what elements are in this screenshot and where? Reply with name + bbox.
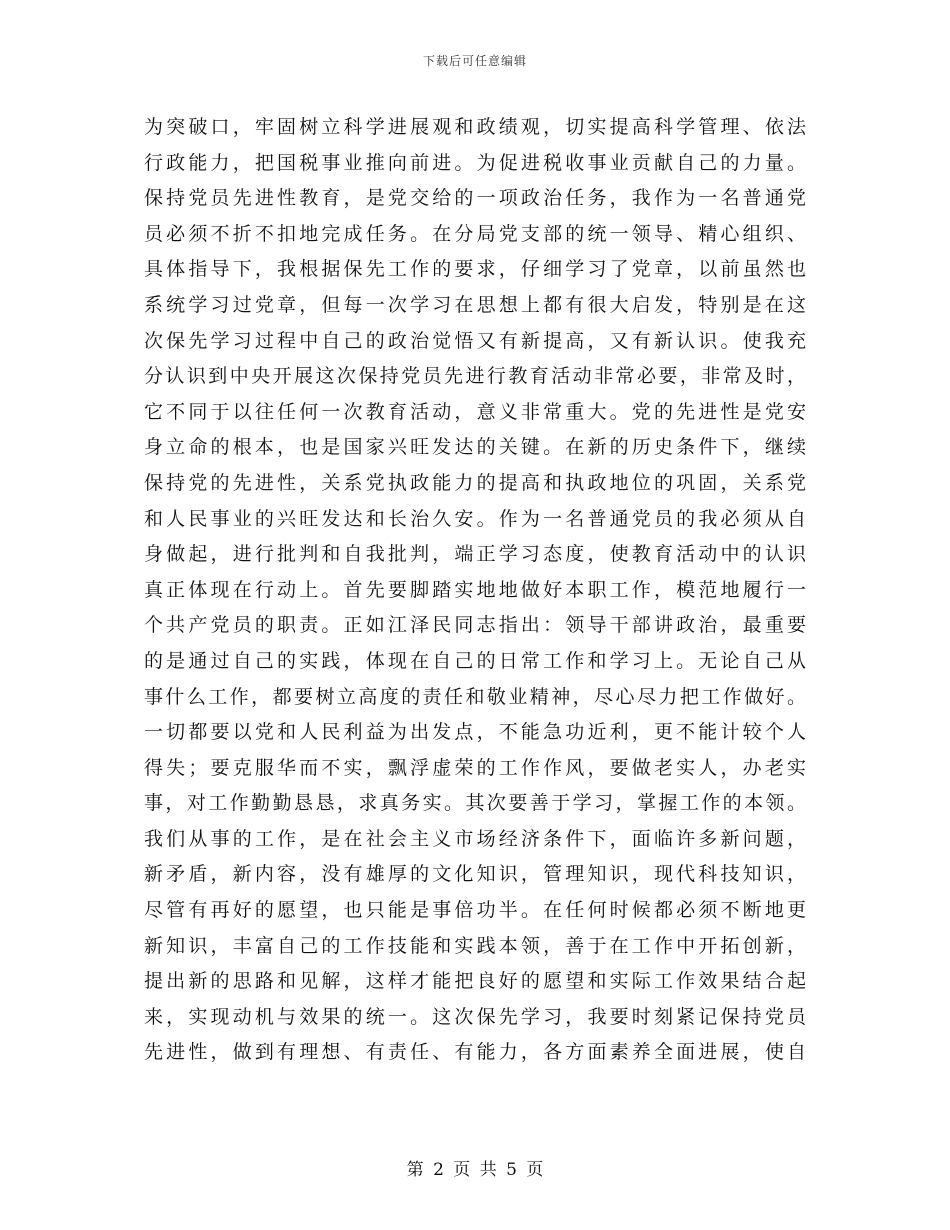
body-line: 一切都要以党和人民利益为出发点，不能急功近利，更不能计较个人 — [144, 721, 806, 744]
body-line: 保持党的先进性，关系党执政能力的提高和执政地位的巩固，关系党 — [144, 471, 806, 494]
body-line: 保持党员先进性教育，是党交给的一项政治任务，我作为一名普通党 — [144, 187, 806, 210]
body-line: 和人民事业的兴旺发达和长治久安。作为一名普通党员的我必须从自 — [144, 507, 806, 530]
body-line: 它不同于以往任何一次教育活动，意义非常重大。党的先进性是党安 — [144, 400, 806, 423]
body-line: 身做起，进行批判和自我批判，端正学习态度，使教育活动中的认识 — [144, 543, 806, 566]
body-line: 行政能力，把国税事业推向前进。为促进税收事业贡献自己的力量。 — [144, 151, 806, 174]
body-line: 来，实现动机与效果的统一。这次保先学习，我要时刻紧记保持党员 — [144, 1005, 806, 1028]
body-line: 得失；要克服华而不实，飘浮虚荣的工作作风，要做老实人，办老实 — [144, 756, 806, 779]
body-line: 身立命的根本，也是国家兴旺发达的关键。在新的历史条件下，继续 — [144, 436, 806, 459]
body-line: 系统学习过党章，但每一次学习在思想上都有很大启发，特别是在这 — [144, 293, 806, 316]
page-header: 下载后可任意编辑 — [422, 54, 527, 68]
body-line: 事，对工作勤勤恳恳，求真务实。其次要善于学习，掌握工作的本领。 — [144, 792, 806, 815]
body-line: 员必须不折不扣地完成任务。在分局党支部的统一领导、精心组织、 — [144, 222, 806, 245]
body-line: 为突破口，牢固树立科学进展观和政绩观，切实提高科学管理、依法 — [144, 116, 806, 138]
body-line: 提出新的思路和见解，这样才能把良好的愿望和实际工作效果结合起 — [144, 970, 806, 993]
body-line: 的是通过自己的实践，体现在自己的日常工作和学习上。无论自己从 — [144, 649, 806, 672]
body-line: 新知识，丰富自己的工作技能和实践本领，善于在工作中开拓创新， — [144, 934, 806, 957]
body-line: 事什么工作，都要树立高度的责任和敬业精神，尽心尽力把工作做好。 — [144, 685, 806, 708]
body-line: 尽管有再好的愿望，也只能是事倍功半。在任何时候都必须不断地更 — [144, 899, 806, 922]
document-body — [144, 110, 806, 1071]
body-line: 个共产党员的职责。正如江泽民同志指出：领导干部讲政治，最重要 — [144, 614, 806, 637]
body-line: 次保先学习过程中自己的政治觉悟又有新提高，又有新认识。使我充 — [144, 329, 806, 352]
body-line: 先进性，做到有理想、有责任、有能力，各方面素养全面进展，使自 — [144, 1041, 806, 1064]
body-line: 分认识到中央开展这次保持党员先进行教育活动非常必要，非常及时， — [144, 365, 806, 388]
body-line: 我们从事的工作，是在社会主义市场经济条件下，面临许多新问题， — [144, 827, 806, 850]
body-line: 具体指导下，我根据保先工作的要求，仔细学习了党章，以前虽然也 — [144, 258, 806, 281]
body-line: 新矛盾，新内容，没有雄厚的文化知识，管理知识，现代科技知识， — [144, 863, 806, 886]
page-number: 第 2 页 共 5 页 — [406, 1160, 544, 1180]
body-line: 真正体现在行动上。首先要脚踏实地地做好本职工作，模范地履行一 — [144, 578, 806, 601]
